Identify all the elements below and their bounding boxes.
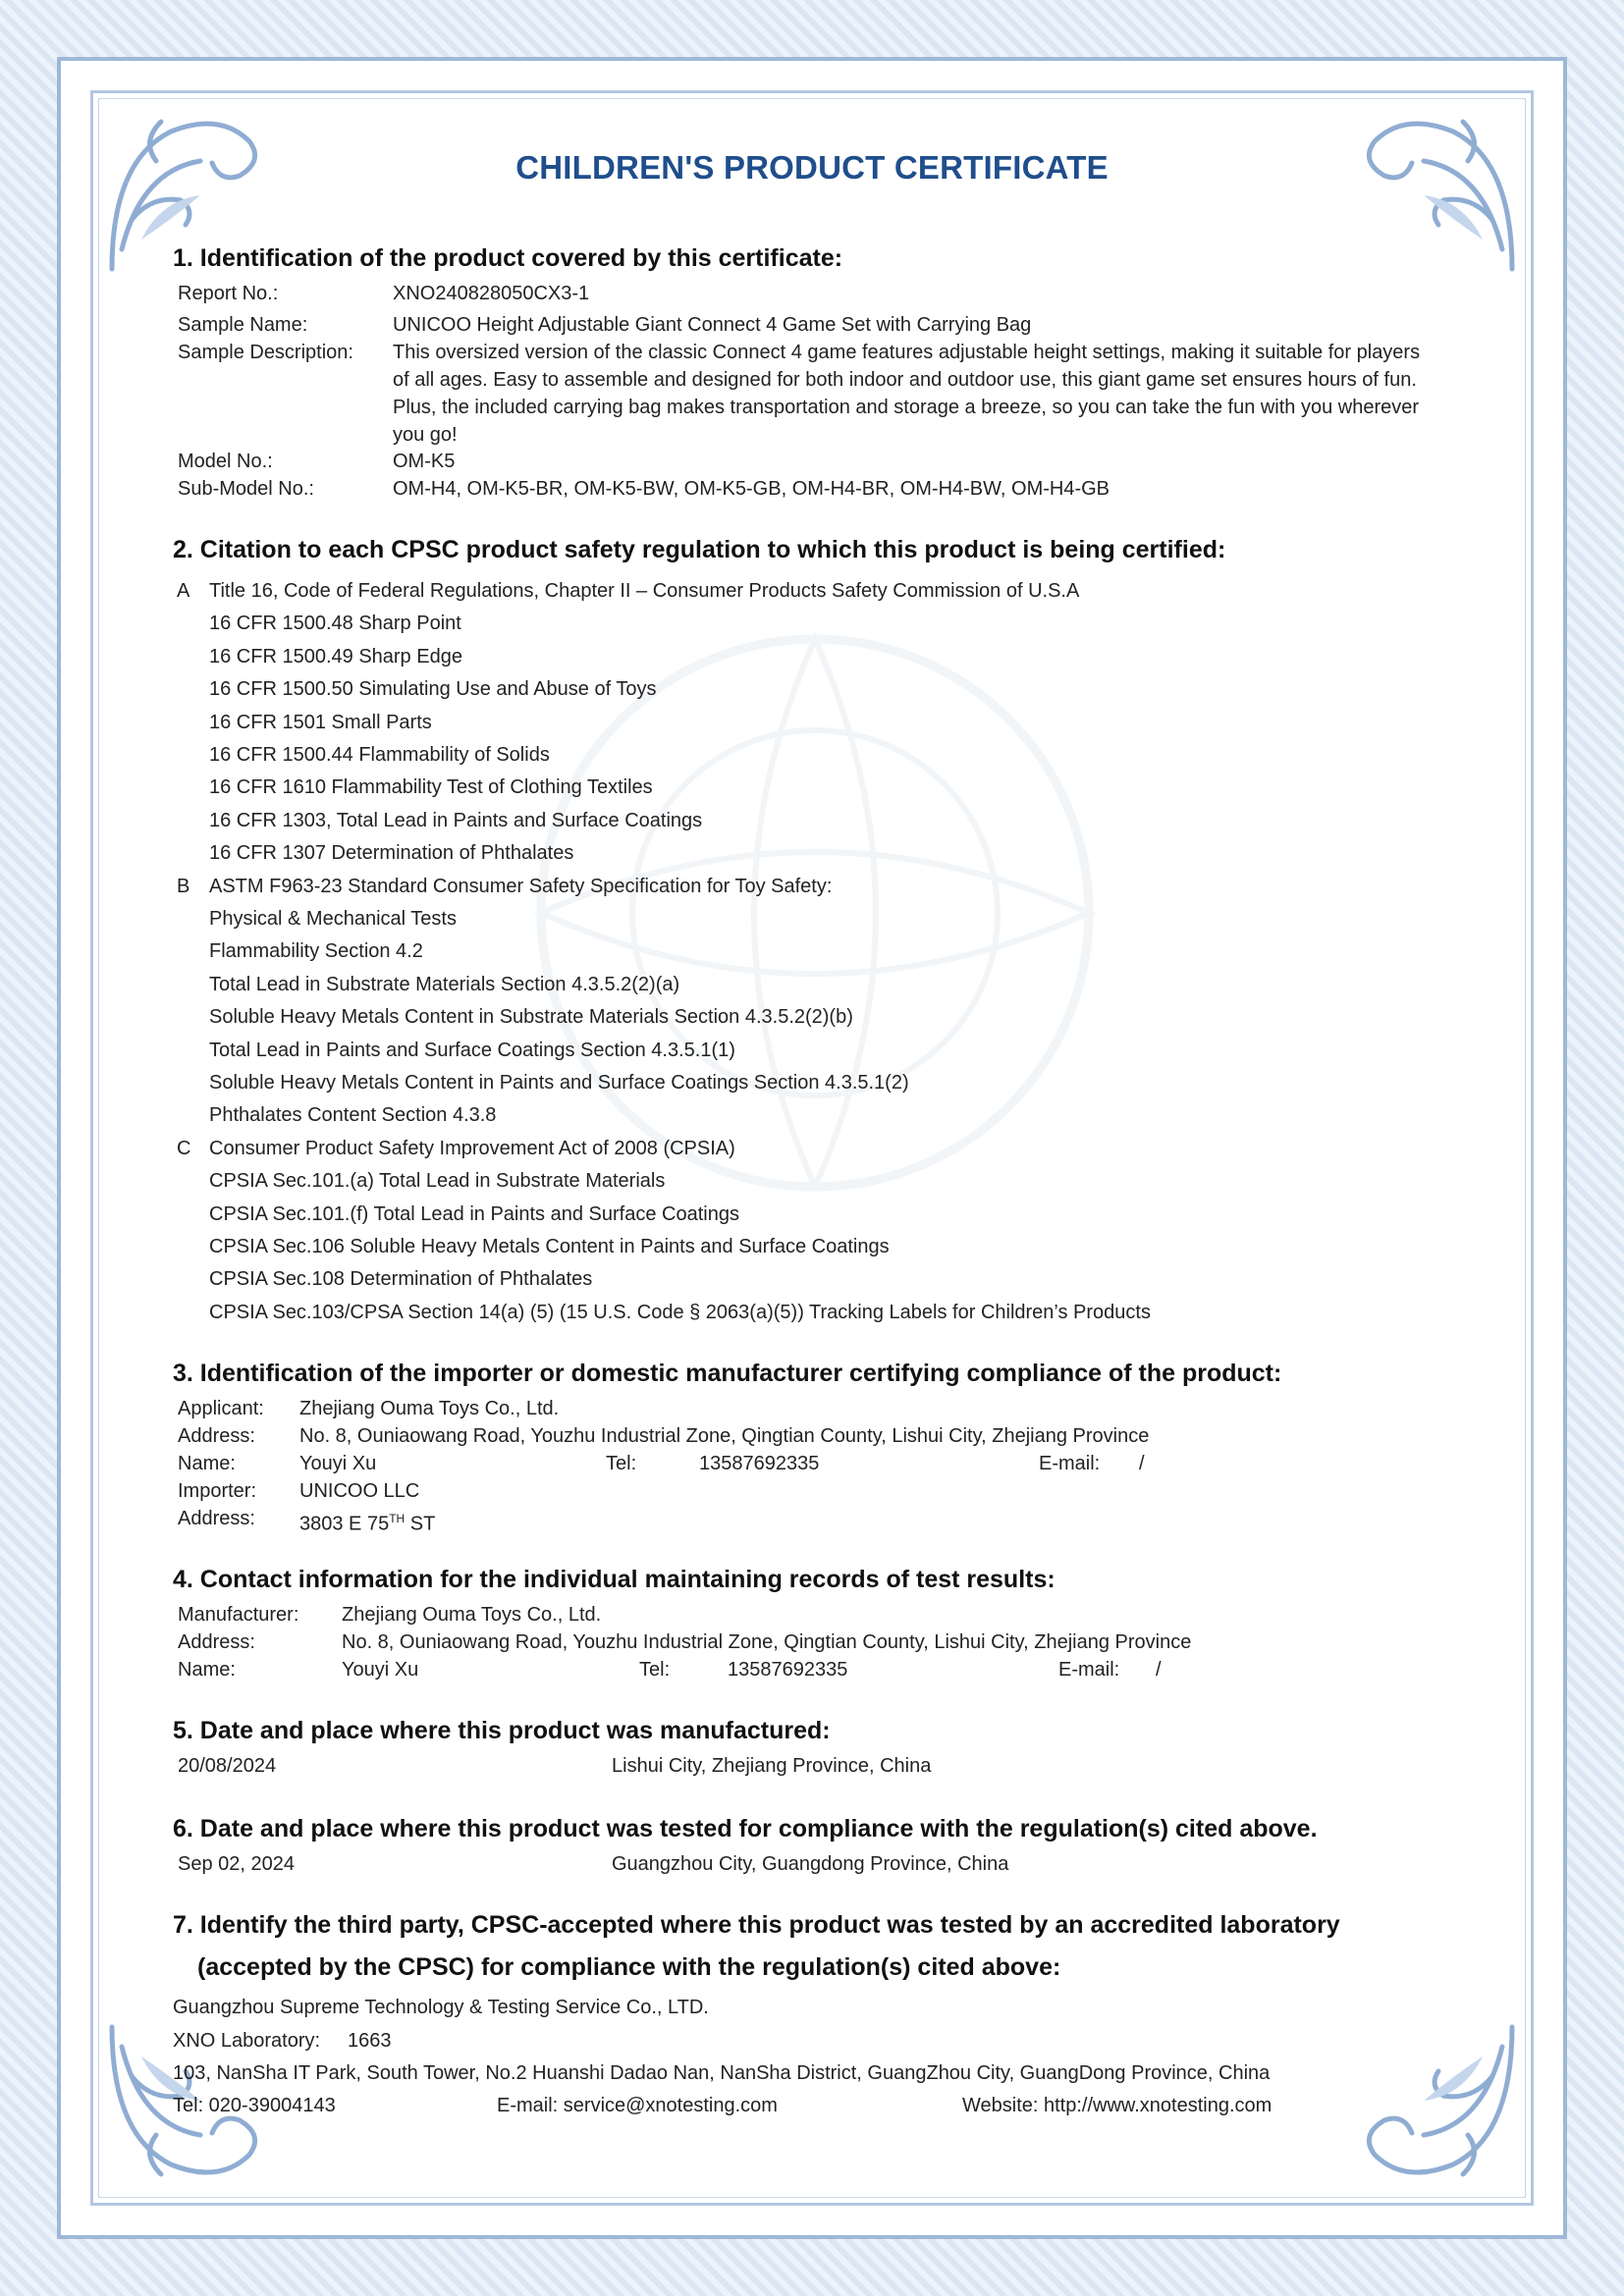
lab-tel: Tel: 020-39004143 bbox=[173, 2095, 336, 2116]
regulation-item: CPSIA Sec.103/CPSA Section 14(a) (5) (15 U.S. Code § 2063(a)(5)) Tracking Labels for Children’s Products bbox=[209, 1302, 1151, 1323]
sub-model-no-label: Sub-Model No.: bbox=[178, 478, 314, 500]
lab-address: 103, NanSha IT Park, South Tower, No.2 Huanshi Dadao Nan, NanSha District, GuangZhou City, GuangDong Province, China bbox=[173, 2062, 1271, 2084]
section-3-heading: 3. Identification of the importer or domestic manufacturer certifying compliance of the product: bbox=[173, 1360, 1282, 1387]
regulation-item: 16 CFR 1500.44 Flammability of Solids bbox=[209, 744, 550, 766]
test-date: Sep 02, 2024 bbox=[178, 1853, 295, 1875]
regulation-group-title: ASTM F963-23 Standard Consumer Safety Specification for Toy Safety: bbox=[209, 876, 833, 897]
regulation-item: Soluble Heavy Metals Content in Substrate Materials Section 4.3.5.2(2)(b) bbox=[209, 1006, 853, 1028]
regulation-group-title: Title 16, Code of Federal Regulations, Chapter II – Consumer Products Safety Commission of U.S.A bbox=[209, 580, 1080, 602]
email-value: / bbox=[1139, 1453, 1145, 1474]
regulation-group-letter: A bbox=[177, 580, 190, 602]
section-4-heading: 4. Contact information for the individual maintaining records of test results: bbox=[173, 1566, 1056, 1593]
sample-description-line: of all ages. Easy to assemble and designed for both indoor and outdoor use, this giant game set ensures hours of fun. bbox=[393, 369, 1417, 391]
sample-name-value: UNICOO Height Adjustable Giant Connect 4 Game Set with Carrying Bag bbox=[393, 314, 1032, 336]
section-2-heading: 2. Citation to each CPSC product safety regulation to which this product is being certified: bbox=[173, 536, 1226, 563]
lab-id-value: 1663 bbox=[348, 2030, 392, 2052]
regulation-item: CPSIA Sec.106 Soluble Heavy Metals Content in Paints and Surface Coatings bbox=[209, 1236, 890, 1257]
address-label: Address: bbox=[178, 1425, 255, 1447]
section-7-heading: 7. Identify the third party, CPSC-accepted where this product was tested by an accredited laboratory bbox=[173, 1911, 1340, 1939]
regulation-group-title: Consumer Product Safety Improvement Act of 2008 (CPSIA) bbox=[209, 1138, 735, 1159]
name-value: Youyi Xu bbox=[299, 1453, 377, 1474]
name-value: Youyi Xu bbox=[342, 1659, 419, 1681]
importer-address-value: 3803 E 75TH ST bbox=[299, 1512, 436, 1535]
manufacturer-label: Manufacturer: bbox=[178, 1604, 299, 1626]
section-5-heading: 5. Date and place where this product was manufactured: bbox=[173, 1717, 831, 1744]
sub-model-no-value: OM-H4, OM-K5-BR, OM-K5-BW, OM-K5-GB, OM-H4-BR, OM-H4-BW, OM-H4-GB bbox=[393, 478, 1110, 500]
address-label: Address: bbox=[178, 1631, 255, 1653]
model-no-value: OM-K5 bbox=[393, 451, 456, 472]
address-value: No. 8, Ouniaowang Road, Youzhu Industrial Zone, Qingtian County, Lishui City, Zhejiang Province bbox=[342, 1631, 1192, 1653]
name-label: Name: bbox=[178, 1453, 236, 1474]
sample-description-line: Plus, the included carrying bag makes transportation and storage a breeze, so you can take the fun with you wherever bbox=[393, 397, 1420, 418]
test-place: Guangzhou City, Guangdong Province, China bbox=[612, 1853, 1009, 1875]
lab-name: Guangzhou Supreme Technology & Testing Service Co., LTD. bbox=[173, 1997, 709, 2018]
manufacture-place: Lishui City, Zhejiang Province, China bbox=[612, 1755, 932, 1777]
section-7-heading-cont: (accepted by the CPSC) for compliance with the regulation(s) cited above: bbox=[197, 1953, 1061, 1981]
section-1-heading: 1. Identification of the product covered by this certificate: bbox=[173, 244, 843, 272]
sample-description-line: you go! bbox=[393, 424, 458, 446]
address-value: No. 8, Ouniaowang Road, Youzhu Industrial Zone, Qingtian County, Lishui City, Zhejiang Province bbox=[299, 1425, 1150, 1447]
tel-value: 13587692335 bbox=[699, 1453, 820, 1474]
regulation-item: 16 CFR 1610 Flammability Test of Clothing Textiles bbox=[209, 776, 653, 798]
regulation-group-letter: C bbox=[177, 1138, 191, 1159]
regulation-item: 16 CFR 1303, Total Lead in Paints and Surface Coatings bbox=[209, 810, 703, 831]
manufacturer-value: Zhejiang Ouma Toys Co., Ltd. bbox=[342, 1604, 602, 1626]
regulation-item: Soluble Heavy Metals Content in Paints and Surface Coatings Section 4.3.5.1(2) bbox=[209, 1072, 909, 1094]
tel-value: 13587692335 bbox=[728, 1659, 848, 1681]
lab-website: Website: http://www.xnotesting.com bbox=[962, 2095, 1272, 2116]
sample-description-line: This oversized version of the classic Connect 4 game features adjustable height settings, making it suitable for players bbox=[393, 342, 1421, 363]
tel-label: Tel: bbox=[606, 1453, 637, 1474]
regulation-item: Phthalates Content Section 4.3.8 bbox=[209, 1104, 497, 1126]
regulation-item: 16 CFR 1500.50 Simulating Use and Abuse of Toys bbox=[209, 678, 657, 700]
sample-name-label: Sample Name: bbox=[178, 314, 308, 336]
importer-value: UNICOO LLC bbox=[299, 1480, 420, 1502]
regulation-item: 16 CFR 1500.49 Sharp Edge bbox=[209, 646, 462, 667]
regulation-item: Flammability Section 4.2 bbox=[209, 940, 423, 962]
applicant-label: Applicant: bbox=[178, 1398, 264, 1419]
lab-email: E-mail: service@xnotesting.com bbox=[497, 2095, 778, 2116]
regulation-item: CPSIA Sec.101.(f) Total Lead in Paints and Surface Coatings bbox=[209, 1203, 739, 1225]
regulation-item: Total Lead in Substrate Materials Section 4.3.5.2(2)(a) bbox=[209, 974, 680, 995]
model-no-label: Model No.: bbox=[178, 451, 273, 472]
section-6-heading: 6. Date and place where this product was tested for compliance with the regulation(s) cited above. bbox=[173, 1815, 1318, 1842]
importer-address-label: Address: bbox=[178, 1508, 255, 1529]
regulation-item: 16 CFR 1501 Small Parts bbox=[209, 712, 432, 733]
regulation-group-letter: B bbox=[177, 876, 190, 897]
email-label: E-mail: bbox=[1039, 1453, 1101, 1474]
report-no-label: Report No.: bbox=[178, 283, 279, 304]
lab-id-label: XNO Laboratory: bbox=[173, 2030, 321, 2052]
regulation-item: 16 CFR 1500.48 Sharp Point bbox=[209, 613, 461, 634]
name-label: Name: bbox=[178, 1659, 236, 1681]
regulation-item: Physical & Mechanical Tests bbox=[209, 908, 457, 930]
applicant-value: Zhejiang Ouma Toys Co., Ltd. bbox=[299, 1398, 560, 1419]
tel-label: Tel: bbox=[639, 1659, 671, 1681]
regulation-item: Total Lead in Paints and Surface Coatings Section 4.3.5.1(1) bbox=[209, 1040, 735, 1061]
certificate-title: CHILDREN'S PRODUCT CERTIFICATE bbox=[515, 149, 1109, 186]
email-label: E-mail: bbox=[1058, 1659, 1120, 1681]
email-value: / bbox=[1156, 1659, 1162, 1681]
manufacture-date: 20/08/2024 bbox=[178, 1755, 277, 1777]
regulation-item: CPSIA Sec.108 Determination of Phthalates bbox=[209, 1268, 593, 1290]
report-no-value: XNO240828050CX3-1 bbox=[393, 283, 590, 304]
regulation-item: CPSIA Sec.101.(a) Total Lead in Substrate Materials bbox=[209, 1170, 666, 1192]
sample-description-label: Sample Description: bbox=[178, 342, 353, 363]
regulation-item: 16 CFR 1307 Determination of Phthalates bbox=[209, 842, 574, 864]
importer-label: Importer: bbox=[178, 1480, 257, 1502]
